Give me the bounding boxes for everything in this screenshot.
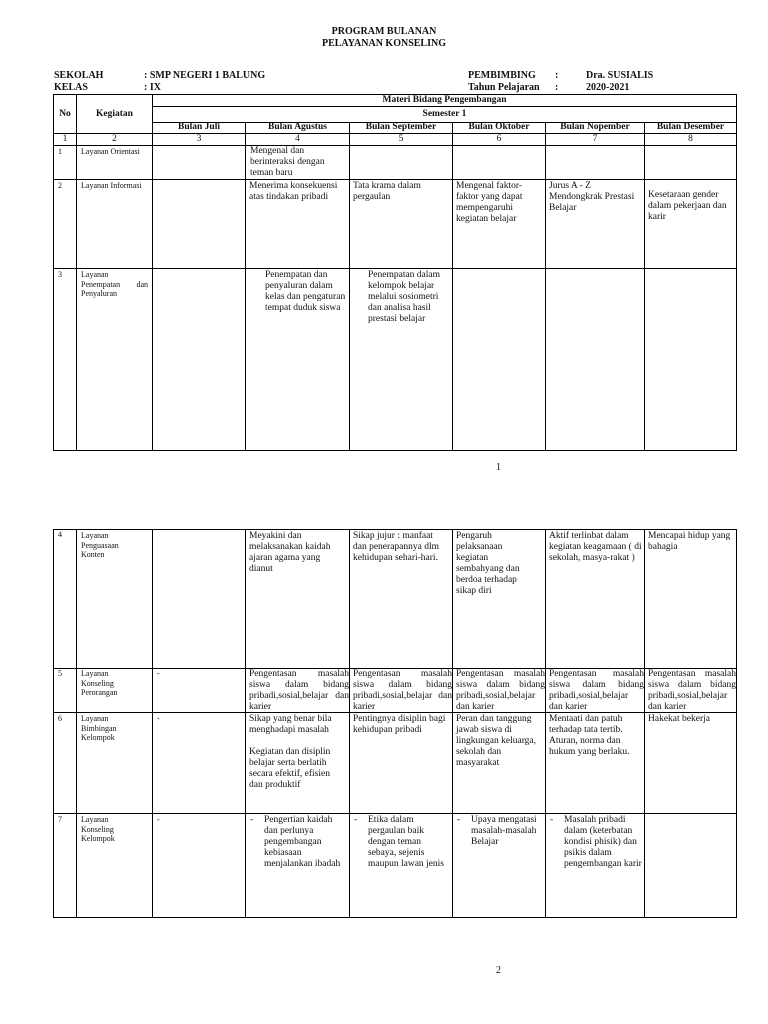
tahun-label: Tahun Pelajaran [468, 82, 540, 93]
row-cell-oktober: Upaya mengatasi masalah-masalah Belajar [471, 815, 537, 847]
row-number: 4 [58, 530, 62, 539]
kelas-value: : IX [144, 82, 161, 93]
row-cell-juli: - [157, 815, 160, 824]
row-cell-agustus: Pengertian kaidah dan perlunya pengembangan kebiasaan menjalankan ibadah [264, 815, 341, 869]
row-number: 5 [58, 669, 62, 678]
sekolah-label: SEKOLAH [54, 70, 104, 81]
row-number: 2 [58, 181, 62, 190]
col-number: 8 [688, 134, 693, 144]
header-semester: Semester 1 [422, 109, 467, 119]
row-cell-desember: Mencapai hidup yang bahagia [648, 531, 731, 552]
col-number: 4 [295, 134, 300, 144]
page-number: 2 [496, 965, 501, 976]
row-cell-nopember: Jurus A - Z Mendongkrak Prestasi Belajar [549, 181, 635, 213]
row-cell-agustus: Menerima konsekuensi atas tindakan pribadi [249, 181, 338, 202]
col-number: 2 [112, 134, 117, 144]
row-cell-september: Tata krama dalam pergaulan [353, 181, 421, 202]
bullet-dash: - [250, 815, 254, 825]
col-number: 3 [196, 134, 202, 144]
row-cell-agustus: Mengenal dan berinteraksi dengan teman baru [250, 146, 325, 178]
row-kegiatan: Layanan Penguasaan Konten [81, 531, 119, 559]
row-kegiatan: Layanan Penempatan dan Penyaluran [81, 270, 148, 298]
row-cell-agustus-2: Kegiatan dan disiplin belajar serta berlatih secara efektif, efisien dan produktif [249, 747, 331, 790]
row-cell-oktober: Mengenal faktor-faktor yang dapat mempengaruhi kegiatan belajar [456, 181, 523, 224]
tahun-colon: : [555, 82, 559, 93]
row-number: 1 [58, 147, 62, 156]
row-cell-september: Penempatan dalam kelompok belajar melalui sosiometri dan analisa hasil prestasi belajar [368, 270, 441, 324]
row-number: 6 [58, 714, 62, 723]
row-cell-september: Pentingnya disiplin bagi kehidupan pribadi [353, 714, 446, 735]
row-kegiatan: Layanan Informasi [81, 181, 142, 190]
bullet-dash: - [550, 815, 554, 825]
col-number: 5 [398, 134, 404, 144]
row-cell-desember: Kesetaraan gender dalam pekerjaan dan karir [648, 190, 727, 222]
sekolah-value: : SMP NEGERI 1 BALUNG [144, 70, 266, 81]
header-month-september: Bulan September [365, 122, 437, 132]
row-cell-september: Sikap jujur : manfaat dan penerapannya dlm kehidupan sehari-hari. [353, 531, 439, 563]
header-no: No [59, 109, 71, 119]
row-cell-oktober: Pengaruh pelaksanaan kegiatan sembahyang dan berdoa terhadap sikap diri [456, 531, 520, 596]
document-title: PROGRAM BULANAN [331, 26, 437, 37]
bullet-dash: - [354, 815, 358, 825]
bullet-dash: - [457, 815, 461, 825]
row-kegiatan: Layanan Orientasi [81, 147, 140, 156]
row-cell-desember: Hakekat bekerja [648, 714, 710, 724]
col-number: 1 [62, 134, 68, 144]
row-cell-september: Etika dalam pergaulan baik dengan teman sebaya, sejenis maupun lawan jenis [368, 815, 444, 869]
header-month-oktober: Bulan Oktober [468, 122, 530, 132]
col-number: 6 [496, 134, 502, 144]
header-month-agustus: Bulan Agustus [268, 122, 327, 132]
row-cell-nopember: Masalah pribadi dalam (keterbatan kondisi phisik) dan psikis dalam pengembangan karir [564, 815, 642, 869]
row-cell-juli: - [157, 714, 160, 723]
row-cell-agustus: Meyakini dan melaksanakan kaidah ajaran agama yang dianut [249, 531, 331, 574]
header-kegiatan: Kegiatan [96, 109, 133, 119]
row-cell-juli: - [157, 669, 160, 678]
pembimbing-colon: : [555, 70, 559, 81]
document-subtitle: PELAYANAN KONSELING [321, 38, 446, 49]
pembimbing-value: Dra. SUSIALIS [586, 70, 654, 81]
header-month-desember: Bulan Desember [656, 122, 725, 132]
pembimbing-label: PEMBIMBING [468, 70, 536, 81]
header-materi: Materi Bidang Pengembangan [382, 95, 507, 105]
row-number: 7 [58, 815, 62, 824]
row-kegiatan: Layanan Konseling Kelompok [81, 815, 115, 843]
row-cell-agustus: Penempatan dan penyaluran dalam kelas dan pengaturan tempat duduk siswa [265, 270, 346, 313]
col-number: 7 [592, 134, 598, 144]
row-cell-september: Pengentasan masalah siswa dalam bidang pribadi,sosial,belajar dan karier [353, 669, 452, 712]
tahun-value: 2020-2021 [586, 82, 630, 93]
page-number: 1 [496, 462, 501, 473]
row-cell-nopember: Aktif terlinbat dalam kegiatan keagamaan ( di sekolah, masya-rakat ) [549, 531, 642, 563]
row-cell-agustus: Pengentasan masalah siswa dalam bidang pribadi,sosial,belajar dan karier [249, 669, 349, 712]
row-cell-nopember: Mentaati dan patuh terhadap tata tertib. Aturan, norma dan hukum yang berlaku. [549, 714, 630, 757]
row-number: 3 [58, 270, 62, 279]
row-kegiatan: Layanan Bimbingan Kelompok [81, 714, 117, 742]
kelas-label: KELAS [54, 82, 88, 93]
row-cell-agustus: Sikap yang benar bila menghadapi masalah [249, 714, 332, 735]
header-month-juli: Bulan Juli [178, 122, 220, 132]
header-month-nopember: Bulan Nopember [560, 122, 630, 132]
row-cell-desember: Pengentasan masalah siswa dalam bidang pribadi,sosial,belajar dan karier [648, 669, 736, 712]
row-cell-nopember: Pengentasan masalah siswa dalam bidang pribadi,sosial,belajar dan karier [549, 669, 644, 712]
row-cell-oktober: Pengentasan masalah siswa dalam bidang pribadi,sosial,belajar dan karier [456, 669, 545, 712]
row-kegiatan: Layanan Konseling Perorangan [81, 669, 118, 697]
row-cell-oktober: Peran dan tanggung jawab siswa di lingkungan keluarga, sekolah dan masyarakat [456, 714, 537, 768]
